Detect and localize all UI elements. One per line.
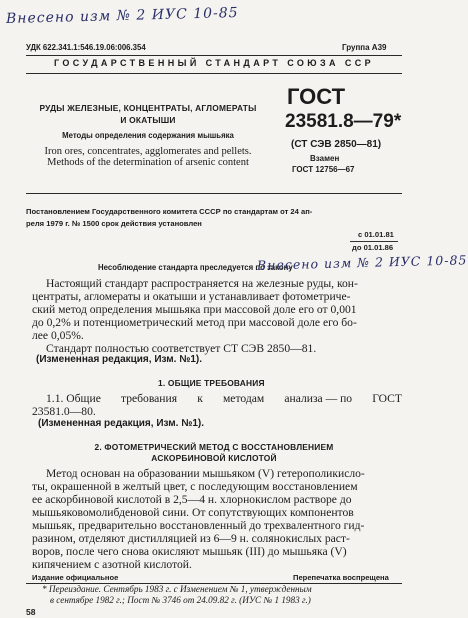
section-2-line-4: мышьяковомолибденовой сини. От сопутствующих компонентов bbox=[32, 506, 354, 519]
validity-to: до 01.01.86 bbox=[352, 243, 394, 252]
title-line-2: И ОКАТЫШИ bbox=[120, 115, 176, 125]
section-2-line-1: Метод основан на образовании мышьяком (V) гетерополикисло- bbox=[46, 467, 365, 480]
title-english-1: Iron ores, concentrates, agglomerates and pellets. bbox=[44, 146, 252, 157]
s1-word: анализа — по bbox=[284, 392, 353, 405]
decree-line-1: Постановлением Государственного комитета СССР по стандартам от 24 ап- bbox=[26, 207, 313, 216]
section-2-heading-1: 2. ФОТОМЕТРИЧЕСКИЙ МЕТОД С ВОССТАНОВЛЕНИЕМ bbox=[94, 442, 334, 452]
s1-word: требования bbox=[120, 392, 178, 405]
header-rule-top bbox=[26, 55, 402, 56]
state-standard-banner: ГОСУДАРСТВЕННЫЙ СТАНДАРТ СОЮЗА ССР bbox=[53, 58, 375, 68]
section-2-line-6: разином, отделяют дистилляцией из 6—9 н. солянокислых раст- bbox=[32, 532, 350, 545]
udk-code: УДК 622.341.1:546.19.06:006.354 bbox=[26, 43, 146, 52]
section-2-line-3: ее аскорбиновой кислотой в 2,5—4 н. хлорнокислом растворе до bbox=[32, 493, 352, 506]
section-2-heading-2: АСКОРБИНОВОЙ КИСЛОТОЙ bbox=[151, 453, 277, 463]
validity-underline bbox=[350, 241, 398, 242]
conformity-statement: Стандарт полностью соответствует СТ СЭВ 2850—81. bbox=[46, 342, 317, 355]
validity-from: с 01.01.81 bbox=[358, 230, 394, 239]
amendment-note-2: (Измененная редакция, Изм. №1). bbox=[38, 418, 205, 429]
st-sev-number: (СТ СЭВ 2850—81) bbox=[291, 139, 382, 150]
official-edition: Издание официальное bbox=[32, 573, 119, 582]
intro-line-1: Настоящий стандарт распространяется на железные руды, кон- bbox=[46, 277, 358, 290]
decree-line-2: реля 1979 г. № 1500 срок действия установлен bbox=[26, 219, 202, 228]
handwritten-note: Внесено изм № 2 ИУС 10-85 bbox=[5, 4, 239, 28]
gost-number: 23581.8—79* bbox=[285, 111, 402, 132]
reissue-footnote-2: в сентябре 1982 г.; Пост № 3746 от 24.09.82 г. (ИУС № 1 1983 г.) bbox=[50, 595, 311, 605]
section-1-heading: 1. ОБЩИЕ ТРЕБОВАНИЯ bbox=[158, 378, 265, 388]
section-2-line-7: воров, после чего снова окисляют мышьяк (III) до мышьяка (V) bbox=[32, 545, 347, 558]
group-code: Группа А39 bbox=[342, 43, 387, 52]
intro-line-5: лее 0,05%. bbox=[32, 329, 84, 342]
reissue-footnote-1: * Переиздание. Сентябрь 1983 г. с Изменением № 1, утвержденным bbox=[42, 584, 312, 594]
title-rule bbox=[26, 193, 402, 194]
s1-word: 1.1. Общие bbox=[46, 392, 101, 405]
replaces-label: Взамен bbox=[310, 154, 340, 163]
legal-notice-text: Несоблюдение стандарта преследуется по закону bbox=[98, 263, 293, 272]
section-1-line-1 bbox=[46, 393, 402, 405]
gost-label: ГОСТ bbox=[287, 84, 346, 109]
s1-word: к bbox=[197, 392, 203, 405]
section-1-line-2: 23581.0—80. bbox=[32, 405, 96, 418]
title-methods: Методы определения содержания мышьяка bbox=[62, 131, 234, 140]
amendment-note-1: (Измененная редакция, Изм. №1). bbox=[36, 354, 203, 365]
title-english-2: Methods of the determination of arsenic content bbox=[47, 157, 249, 168]
intro-line-2: центраты, агломераты и окатыши и устанавливает фотометриче- bbox=[32, 290, 351, 303]
s1-word: ГОСТ bbox=[372, 392, 402, 405]
s1-word: методам bbox=[222, 392, 265, 405]
intro-line-3: ский метод определения мышьяка при массовой доле его от 0,001 bbox=[32, 303, 357, 316]
intro-line-4: до 0,2% и потенциометрический метод при массовой доле его бо- bbox=[32, 316, 357, 329]
reprint-prohibited: Перепечатка воспрещена bbox=[293, 573, 389, 582]
title-line-1: РУДЫ ЖЕЛЕЗНЫЕ, КОНЦЕНТРАТЫ, АГЛОМЕРАТЫ bbox=[39, 103, 257, 113]
handwritten-inline-note: Внесено изм № 2 ИУС 10-85 bbox=[256, 252, 468, 273]
section-2-line-5: мышьяк, предварительно восстановленный до трехвалентного гид- bbox=[32, 519, 365, 532]
section-2-line-8: кипячением с азотной кислотой. bbox=[32, 558, 192, 571]
replaced-standard: ГОСТ 12756—67 bbox=[292, 165, 355, 174]
section-2-line-2: ты, окрашенной в желтый цвет, с последующим восстановлением bbox=[32, 480, 358, 493]
page-number: 58 bbox=[26, 607, 36, 617]
header-rule-bottom bbox=[26, 73, 402, 74]
